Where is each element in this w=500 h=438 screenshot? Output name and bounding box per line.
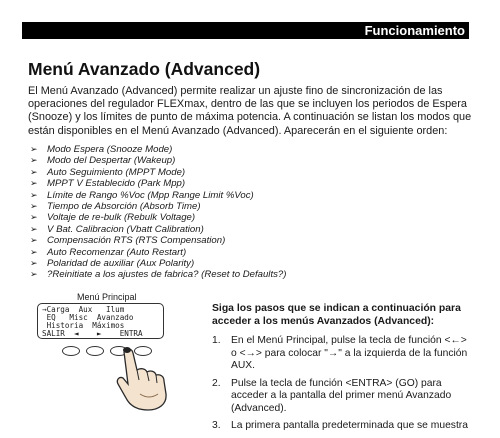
arrow-bullet-icon: ➢ xyxy=(30,212,38,223)
step-item xyxy=(212,335,474,373)
mode-item: ➢ Compensación RTS (RTS Compensation) xyxy=(30,235,226,247)
page-title: Menú Avanzado (Advanced) xyxy=(28,59,261,79)
section-label: Funcionamiento xyxy=(364,23,465,38)
step-number: 2. xyxy=(212,377,221,389)
arrow-bullet-icon: ➢ xyxy=(30,235,38,246)
step-text: Pulse la tecla de función <ENTRA> (GO) para acceder a la pantalla del primer menú Avanzado (Advanced). xyxy=(231,377,452,414)
lcd-line: EQ Misc Avanzado xyxy=(42,312,134,322)
mode-item: ➢ Modo del Despertar (Wakeup) xyxy=(30,155,176,167)
step-item xyxy=(212,378,474,416)
mode-item: ➢ Modo Espera (Snooze Mode) xyxy=(30,144,173,155)
mode-item: ➢ Tiempo de Absorción (Absorb Time) xyxy=(30,201,201,213)
mode-item: ➢ MPPT V Establecido (Park Mpp) xyxy=(30,178,186,190)
lcd-line: →Carga Aux Ilum xyxy=(42,305,125,314)
instruction-steps xyxy=(212,335,474,438)
step-number: 1. xyxy=(212,335,221,346)
soft-key-1[interactable] xyxy=(62,346,80,356)
arrow-bullet-icon: ➢ xyxy=(30,144,38,154)
step-number: 3. xyxy=(212,420,221,431)
soft-key-2[interactable] xyxy=(86,346,104,356)
step-text: La primera pantalla predeterminada que se muestra xyxy=(231,420,468,431)
lcd-line: SALIR ◄ ► ENTRA xyxy=(42,328,143,338)
lcd-display xyxy=(37,303,164,339)
arrow-bullet-icon: ➢ xyxy=(30,269,38,280)
arrow-bullet-icon: ➢ xyxy=(30,258,38,269)
arrow-bullet-icon: ➢ xyxy=(30,246,38,257)
mode-item: ➢ Voltaje de re-bulk (Rebulk Voltage) xyxy=(30,212,196,224)
step-text: En el Menú Principal, pulse la tecla de función <←> o <→> para colocar "→" a la izquierda de la función AUX. xyxy=(231,335,468,371)
figure-caption: Menú Principal xyxy=(77,292,137,302)
intro-paragraph: El Menú Avanzado (Advanced) permite realizar un ajuste fino de sincronización de las operaciones del regulador FLEXmax, dentro de las que se incluyen los periodos de Espera (Snooze) y los límites de punto de máxima potencia. A continuación se listan los modos que están disponibles en el Menú Avanzado (Advanced). Aparecerán en el siguiente orden: xyxy=(28,85,472,137)
instructions-heading: Siga los pasos que se indican a continuación para acceder a los menús Avanzados (Advanced): xyxy=(212,303,461,327)
advanced-modes-list xyxy=(28,144,286,281)
mode-item: ➢ V Bat. Calibracion (Vbatt Calibration) xyxy=(30,223,204,235)
section-header xyxy=(22,22,469,39)
mode-item: ➢ Auto Recomenzar (Auto Restart) xyxy=(30,246,187,258)
arrow-bullet-icon: ➢ xyxy=(30,166,38,177)
arrow-bullet-icon: ➢ xyxy=(30,201,38,212)
arrow-bullet-icon: ➢ xyxy=(30,223,38,234)
mode-item: ➢ Auto Seguimiento (MPPT Mode) xyxy=(30,166,186,178)
lcd-line: Historia Máximos xyxy=(42,320,125,330)
pointing-hand-icon xyxy=(104,346,182,412)
mode-item: ➢ Límite de Rango %Voc (Mpp Range Limit %Voc) xyxy=(30,189,254,201)
arrow-bullet-icon: ➢ xyxy=(30,155,38,166)
arrow-bullet-icon: ➢ xyxy=(30,189,38,200)
arrow-bullet-icon: ➢ xyxy=(30,178,38,189)
mode-item: ➢ Polaridad de auxiliar (Aux Polarity) xyxy=(30,258,195,270)
mode-item: ➢ ?Reinitiate a los ajustes de fabrica? (Reset to Defaults?) xyxy=(30,269,287,281)
step-item xyxy=(212,420,474,433)
